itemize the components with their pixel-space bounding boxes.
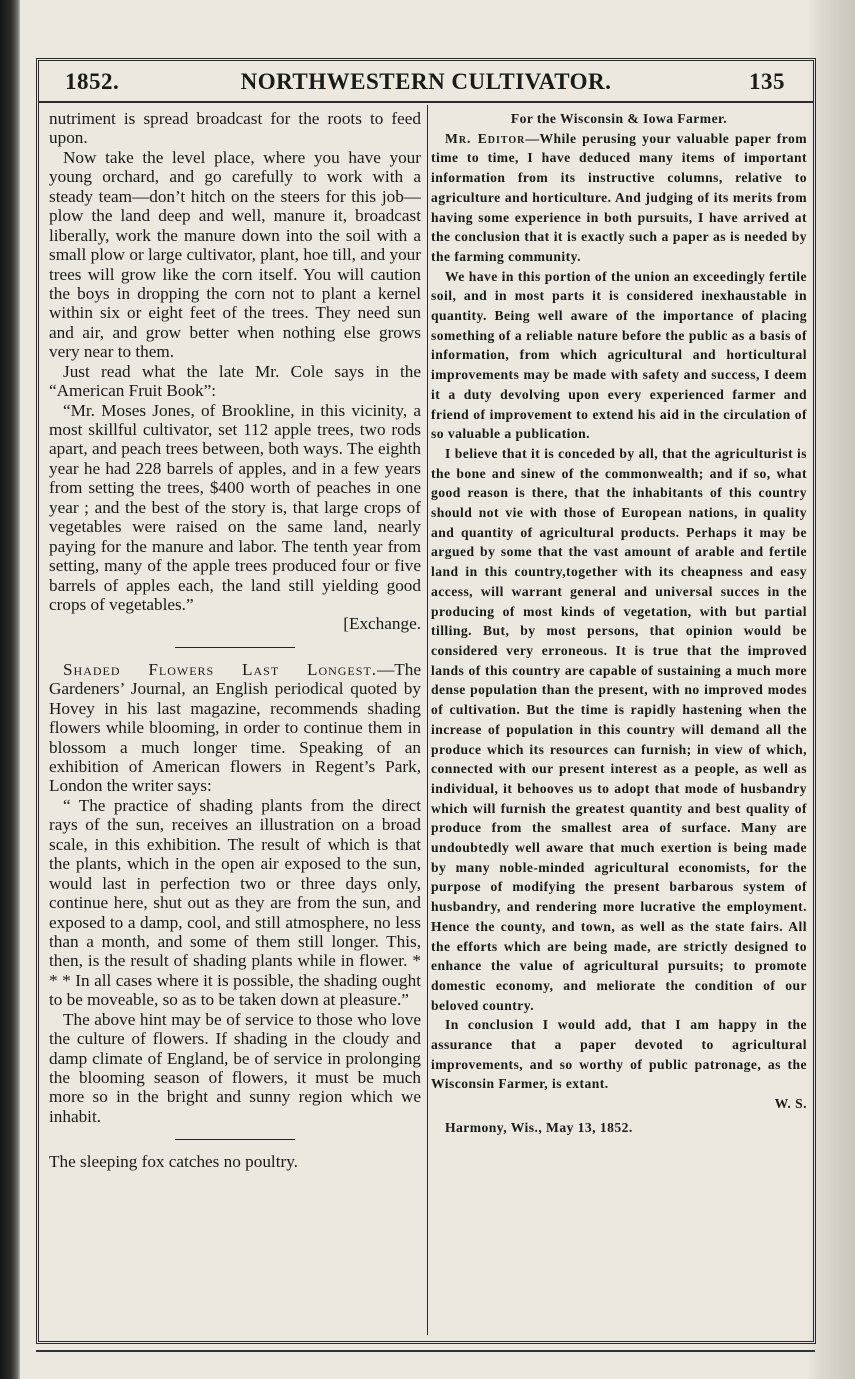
left-paragraph-2: Now take the level place, where you have your young orchard, and go carefully to work with a steady team—don’t hitch on the steers for this job—plow the land deep and well, manure it, broadcast liberally, work the manure down into the soil with a small plow or large cultivator, plant, hoe till, and your trees will grow like the corn itself. You will caution the boys in dropping the corn not to plant a kernel within six or eight feet of the trees. They need sun and air, and grow better when nothing else grows very near to them. [49,147,421,362]
letter-paragraph-3: I believe that it is conceded by all, that the agriculturist is the bone and sinew of the commonwealth; and if so, what good reason is there, that the inhabitants of this country should not vie with those of European nations, in quality and quantity of agricultural products. Perhaps it may be argued by some that the vast amount of arable and fertile land in this country,together with its cheapness and easy access, will warrant general and universal succes in the producing of most kinds of vegetation, with but partial tilling. But, by most persons, that opinion would be considered very erroneous. It is true that the improved lands of this country are capable of sustaining a much more dense population than the present, with no improved modes of cultivation. But the time is rapidly hastening when the increase of population in this country will demand all the produce which its resources can furnish; in view of which, connected with our present interest as a people, as well as individual, it behooves us to adopt that mode of husbandry which will furnish the greatest quantity and best quality of produce from the smallest area of surface. Many are undoubtedly well aware that much exertion is being made by many noble-minded agricultural economists, for the purpose of modifying the present barbarous system of husbandry, and rendering more lucrative the employment. Hence the county, and town, as well as the state fairs. All the efforts which are being made, are strictly designed to enhance the value of agricultural pursuits; to promote domestic economy, and meliorate the condition of our beloved country. [431,445,807,1013]
section-ornament-2 [49,1132,421,1146]
article-title: Shaded Flowers Last Longest. [63,659,378,679]
article-body: —The Gardeners’ Journal, an English periodical quoted by Hovey in his last magazine, recommends shading flowers while blooming, in order to continue them in blossom a much longer time. Speaking of an exhibition of American flowers in Regent’s Park, London the writer says: [49,659,421,796]
letter-paragraph-4: In conclusion I would add, that I am happy in the assurance that a paper devoted to agricultural improvements, and so worthy of public patronage, as the Wisconsin Farmer, is extant. [431,1017,807,1092]
letter-attribution: For the Wisconsin & Iowa Farmer. [510,111,728,126]
letter-p1-body: —While perusing your valuable paper from time to time, I have deduced many items of important information from its instructive columns, relative to agriculture and horticulture. And judging of its merits from having some experience in both pursuits, I have arrived at the conclusion that it is exactly such a paper as is needed by the farming community. [431,130,807,264]
letter-dateline: Harmony, Wis., May 13, 1852. [445,1119,633,1135]
header-year: 1852. [65,69,120,94]
ornament-line-2 [175,1139,295,1140]
shading-quote: “ The practice of shading plants from the direct rays of the sun, receives an illustration on a broad scale, in this exhibition. The result of which is that the plants, which in the open air exposed to the sun, would last in perfection two or three days only, continue here, shut out as they are from the sun, and exposed to a damp, cool, and still atmosphere, no less than a month, and some of them still longer. This, then, is the result of shading plants while in flower. * * * In all cases where it is possible, the shading ought to be moveable, so as to be taken down at pleasure.” [49,795,421,1010]
letter-salutation: Mr. Editor [445,130,526,146]
page-header [39,61,813,103]
quote-source: [Exchange. [343,614,421,634]
left-paragraph-3: Just read what the late Mr. Cole says in the “American Fruit Book”: [49,361,421,401]
left-paragraph-1: nutriment is spread broadcast for the roots to feed upon. [49,109,421,148]
left-paragraph-hint: The above hint may be of service to those who love the culture of flowers. If shading in the cloudy and damp climate of England, be of service in prolonging the blooming season of flowers, it must be much more so in the bright and sunny region which we inhabit. [49,1009,421,1126]
bottom-rule [36,1350,815,1352]
ornament-line [175,647,295,648]
letter-paragraph-1 [431,129,807,267]
header-title: NORTHWESTERN CULTIVATOR. [240,69,612,94]
letter-signature: W. S. [774,1096,807,1112]
header-page-number: 135 [749,69,785,94]
article-shaded-flowers [49,660,421,796]
fruit-book-quote: “Mr. Moses Jones, of Brookline, in this vicinity, a most skillful cultivator, set 112 apple trees, two rods apart, and peach trees between, both ways. The eighth year he had 228 barrels of apples, and in a few years from setting the trees, $400 worth of peaches in one year ; and the best of the story is, that large crops of vegetables were raised on the same land, nearly paying for the manure and labor. The tenth year from setting, many of the apple trees produced four or five barrels of apples each, the land still yielding good crops of vegetables.” [49,400,421,614]
left-column [49,109,421,1172]
right-column [431,109,807,1138]
proverb: The sleeping fox catches no poultry. [49,1152,298,1172]
column-divider [427,105,428,1335]
section-ornament [49,640,421,654]
letter-paragraph-2: We have in this portion of the union an exceedingly fertile soil, and in most parts it is considered inexhaustable in quantity. Being well aware of the importance of placing something of a reliable nature before the public as a basis of information, from which agricultural and horticultural improvements may be made with safety and success, I deem it a duty devolving upon every experienced farmer and friend of improvement to extend his aid in the circulation of so valuable a publication. [431,268,807,442]
newspaper-page [36,58,816,1344]
book-spine-shadow [0,0,20,1379]
